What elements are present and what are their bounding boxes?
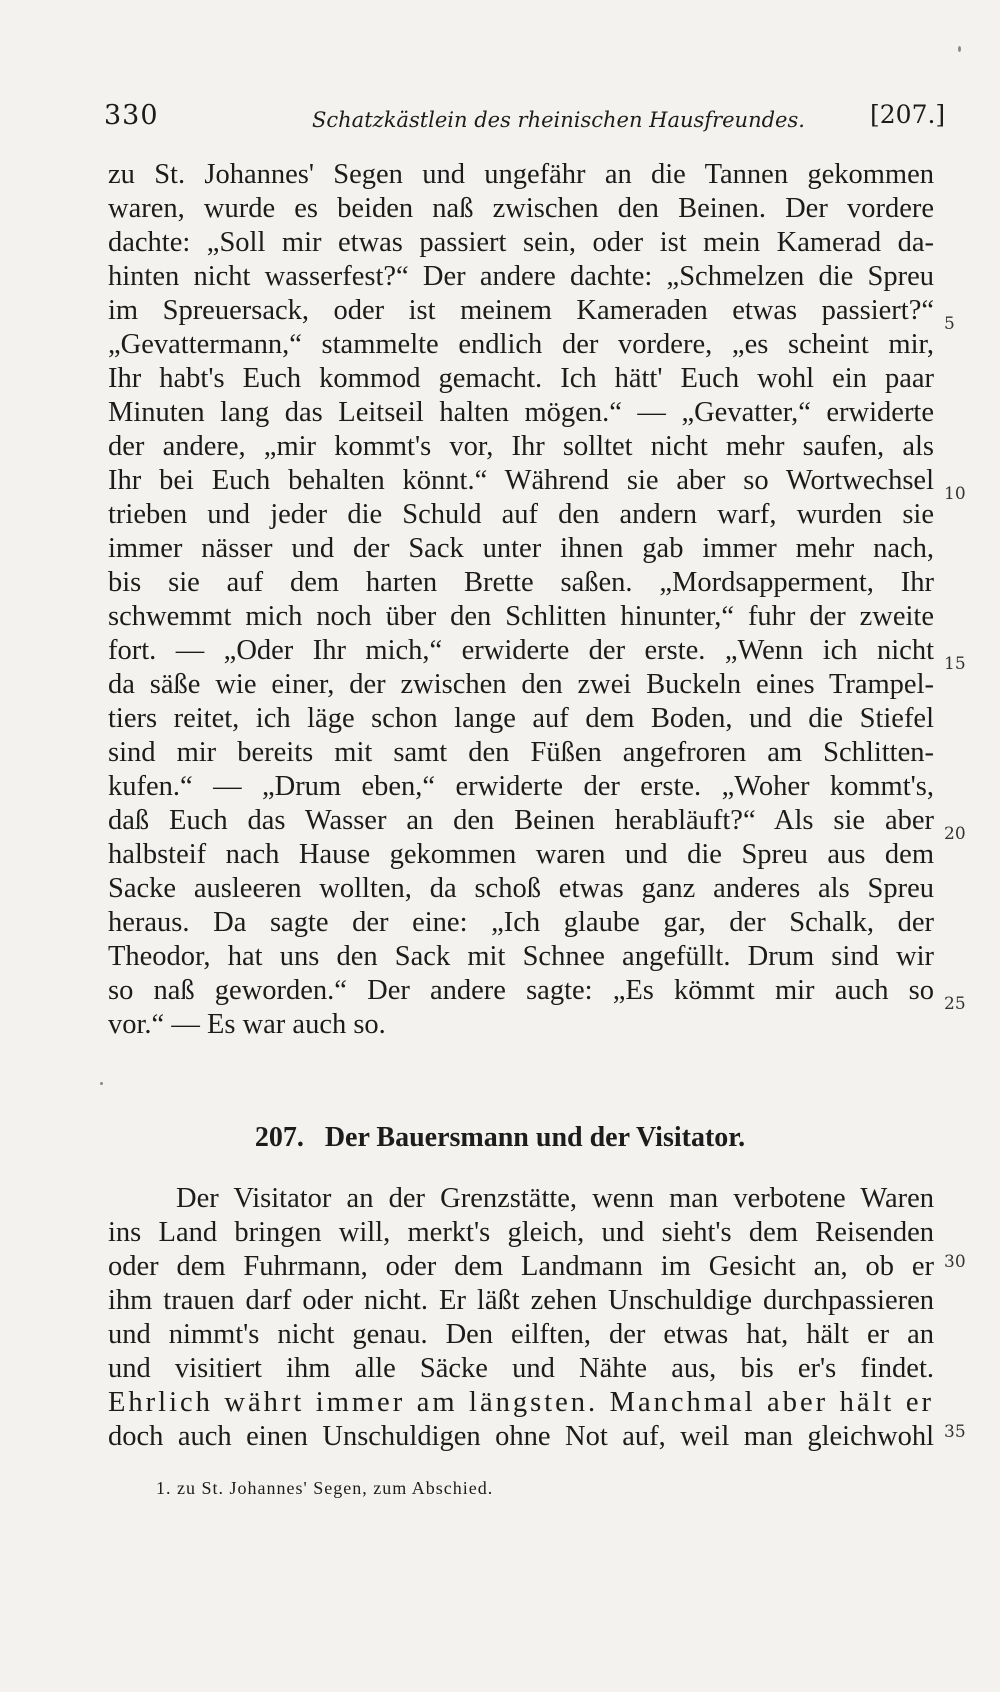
section-number: 207. (254, 1122, 304, 1153)
print-speck (958, 46, 961, 52)
text-line: ihm trauen darf oder nicht. Er läßt zehen Unschuldige durchpassieren (108, 1285, 934, 1316)
text-line: tiers reitet, ich läge schon lange auf dem Boden, und die Stiefel (108, 703, 934, 734)
text-line: immer nässer und der Sack unter ihnen gab immer mehr nach, (108, 533, 934, 564)
text-line: schwemmt mich noch über den Schlitten hinunter,“ fuhr der zweite (108, 601, 934, 632)
text-line: sind mir bereits mit samt den Füßen angefroren am Schlitten- (108, 737, 934, 768)
line-number: 30 (944, 1252, 966, 1272)
text-line: im Spreuersack, oder ist meinem Kameraden etwas passiert?“ (108, 295, 934, 326)
running-title: Schatzkästlein des rheinischen Hausfreundes. (312, 108, 805, 132)
text-line: da säße wie einer, der zwischen den zwei Buckeln eines Trampel- (108, 669, 934, 700)
text-line: kufen.“ — „Drum eben,“ erwiderte der erste. „Woher kommt's, (108, 771, 934, 802)
text-line: zu St. Johannes' Segen und ungefähr an die Tannen gekommen (108, 159, 934, 190)
text-line: vor.“ — Es war auch so. (108, 1009, 386, 1040)
text-line: doch auch einen Unschuldigen ohne Not auf, weil man gleichwohl (108, 1421, 934, 1452)
text-line: Theodor, hat uns den Sack mit Schnee angefüllt. Drum sind wir (108, 941, 934, 972)
text-line: ins Land bringen will, merkt's gleich, und sieht's dem Reisenden (108, 1217, 934, 1248)
text-line: bis sie auf dem harten Brette saßen. „Mordsapperment, Ihr (108, 567, 934, 598)
text-line: oder dem Fuhrmann, oder dem Landmann im Gesicht an, ob er (108, 1251, 934, 1282)
line-number: 10 (944, 484, 966, 504)
text-line: und visitiert ihm alle Säcke und Nähte aus, bis er's findet. (108, 1353, 934, 1384)
section-title: Der Bauersmann und der Visitator. (324, 1122, 746, 1153)
text-line: Ihr bei Euch behalten könnt.“ Während sie aber so Wortwechsel (108, 465, 934, 496)
text-line: so naß geworden.“ Der andere sagte: „Es kömmt mir auch so (108, 975, 934, 1006)
text-line: Minuten lang das Leitseil halten mögen.“ — „Gevatter,“ erwiderte (108, 397, 934, 428)
text-line: hinten nicht wasserfest?“ Der andere dachte: „Schmelzen die Spreu (108, 261, 934, 292)
footnote: 1. zu St. Johannes' Segen, zum Abschied. (156, 1478, 494, 1498)
line-number: 5 (944, 314, 955, 334)
section-reference: [207.] (870, 100, 946, 129)
page-header (0, 100, 1000, 140)
line-number: 35 (944, 1422, 966, 1442)
line-number: 25 (944, 994, 966, 1014)
print-speck (100, 1082, 103, 1085)
text-line: und nimmt's nicht genau. Den eilften, der etwas hat, hält er an (108, 1319, 934, 1350)
line-number: 15 (944, 654, 966, 674)
text-line: halbsteif nach Hause gekommen waren und die Spreu aus dem (108, 839, 934, 870)
text-line: Ihr habt's Euch kommod gemacht. Ich hätt' Euch wohl ein paar (108, 363, 934, 394)
text-line: Ehrlich währt immer am längsten. Manchmal aber hält er (108, 1387, 934, 1418)
line-number: 20 (944, 824, 966, 844)
text-line: fort. — „Oder Ihr mich,“ erwiderte der erste. „Wenn ich nicht (108, 635, 934, 666)
text-line: Der Visitator an der Grenzstätte, wenn man verbotene Waren (176, 1183, 934, 1214)
text-line: waren, wurde es beiden naß zwischen den Beinen. Der vordere (108, 193, 934, 224)
text-line: trieben und jeder die Schuld auf den andern warf, wurden sie (108, 499, 934, 530)
page-number: 330 (104, 100, 159, 131)
text-line: der andere, „mir kommt's vor, Ihr solltet nicht mehr saufen, als (108, 431, 934, 462)
text-line: daß Euch das Wasser an den Beinen herabläuft?“ Als sie aber (108, 805, 934, 836)
section-heading (0, 1122, 1000, 1154)
text-line: „Gevattermann,“ stammelte endlich der vordere, „es scheint mir, (108, 329, 934, 360)
text-line: dachte: „Soll mir etwas passiert sein, oder ist mein Kamerad da- (108, 227, 934, 258)
text-line: Sacke ausleeren wollten, da schoß etwas ganz anderes als Spreu (108, 873, 934, 904)
text-line: heraus. Da sagte der eine: „Ich glaube gar, der Schalk, der (108, 907, 934, 938)
